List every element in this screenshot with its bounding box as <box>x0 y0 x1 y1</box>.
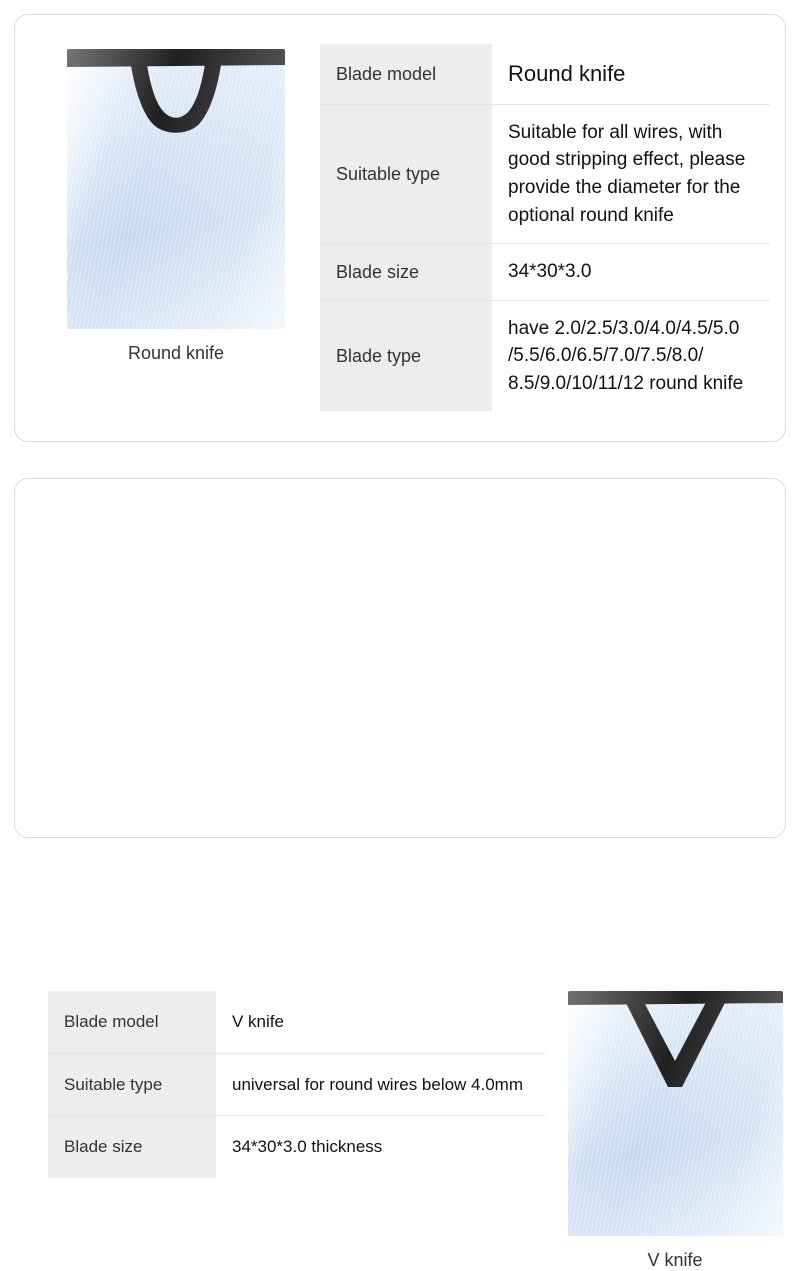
v-knife-photo-column <box>560 991 790 1271</box>
row-value-blade-type: have 2.0/2.5/3.0/4.0/4.5/5.0 /5.5/6.0/6.5/7.0/7.5/8.0/ 8.5/9.0/10/11/12 round knife <box>492 300 770 411</box>
round-knife-photo-caption: Round knife <box>127 343 225 363</box>
row-key-suitable-type: Suitable type <box>48 1053 216 1116</box>
table-row <box>320 244 770 301</box>
row-key-blade-size: Blade size <box>320 244 492 301</box>
row-key-suitable-type: Suitable type <box>320 104 492 243</box>
row-key-blade-model: Blade model <box>320 44 492 104</box>
v-notch-blade-photo <box>568 991 783 1236</box>
table-row <box>320 44 770 104</box>
row-value-blade-model: Round knife <box>492 44 770 104</box>
table-row <box>320 300 770 411</box>
round-notch-blade-photo <box>67 49 285 329</box>
row-key-blade-type: Blade type <box>320 300 492 411</box>
row-value-blade-model: V knife <box>216 991 545 1053</box>
table-row <box>48 1116 545 1178</box>
table-row <box>320 104 770 243</box>
round-knife-spec-table <box>320 44 770 411</box>
v-knife-spec-table <box>48 991 545 1178</box>
table-row <box>48 1053 545 1116</box>
row-value-suitable-type: universal for round wires below 4.0mm <box>216 1053 545 1116</box>
row-value-blade-size: 34*30*3.0 <box>492 244 770 301</box>
v-knife-photo-caption: V knife <box>647 1250 703 1270</box>
v-knife-card <box>14 478 786 1270</box>
row-key-blade-model: Blade model <box>48 991 216 1053</box>
round-knife-photo-column <box>62 49 290 364</box>
round-knife-card <box>14 14 786 442</box>
row-value-blade-size: 34*30*3.0 thickness <box>216 1116 545 1178</box>
row-key-blade-size: Blade size <box>48 1116 216 1178</box>
row-value-suitable-type: Suitable for all wires, with good stripping effect, please provide the diameter for the optional round knife <box>492 104 770 243</box>
table-row <box>48 991 545 1053</box>
